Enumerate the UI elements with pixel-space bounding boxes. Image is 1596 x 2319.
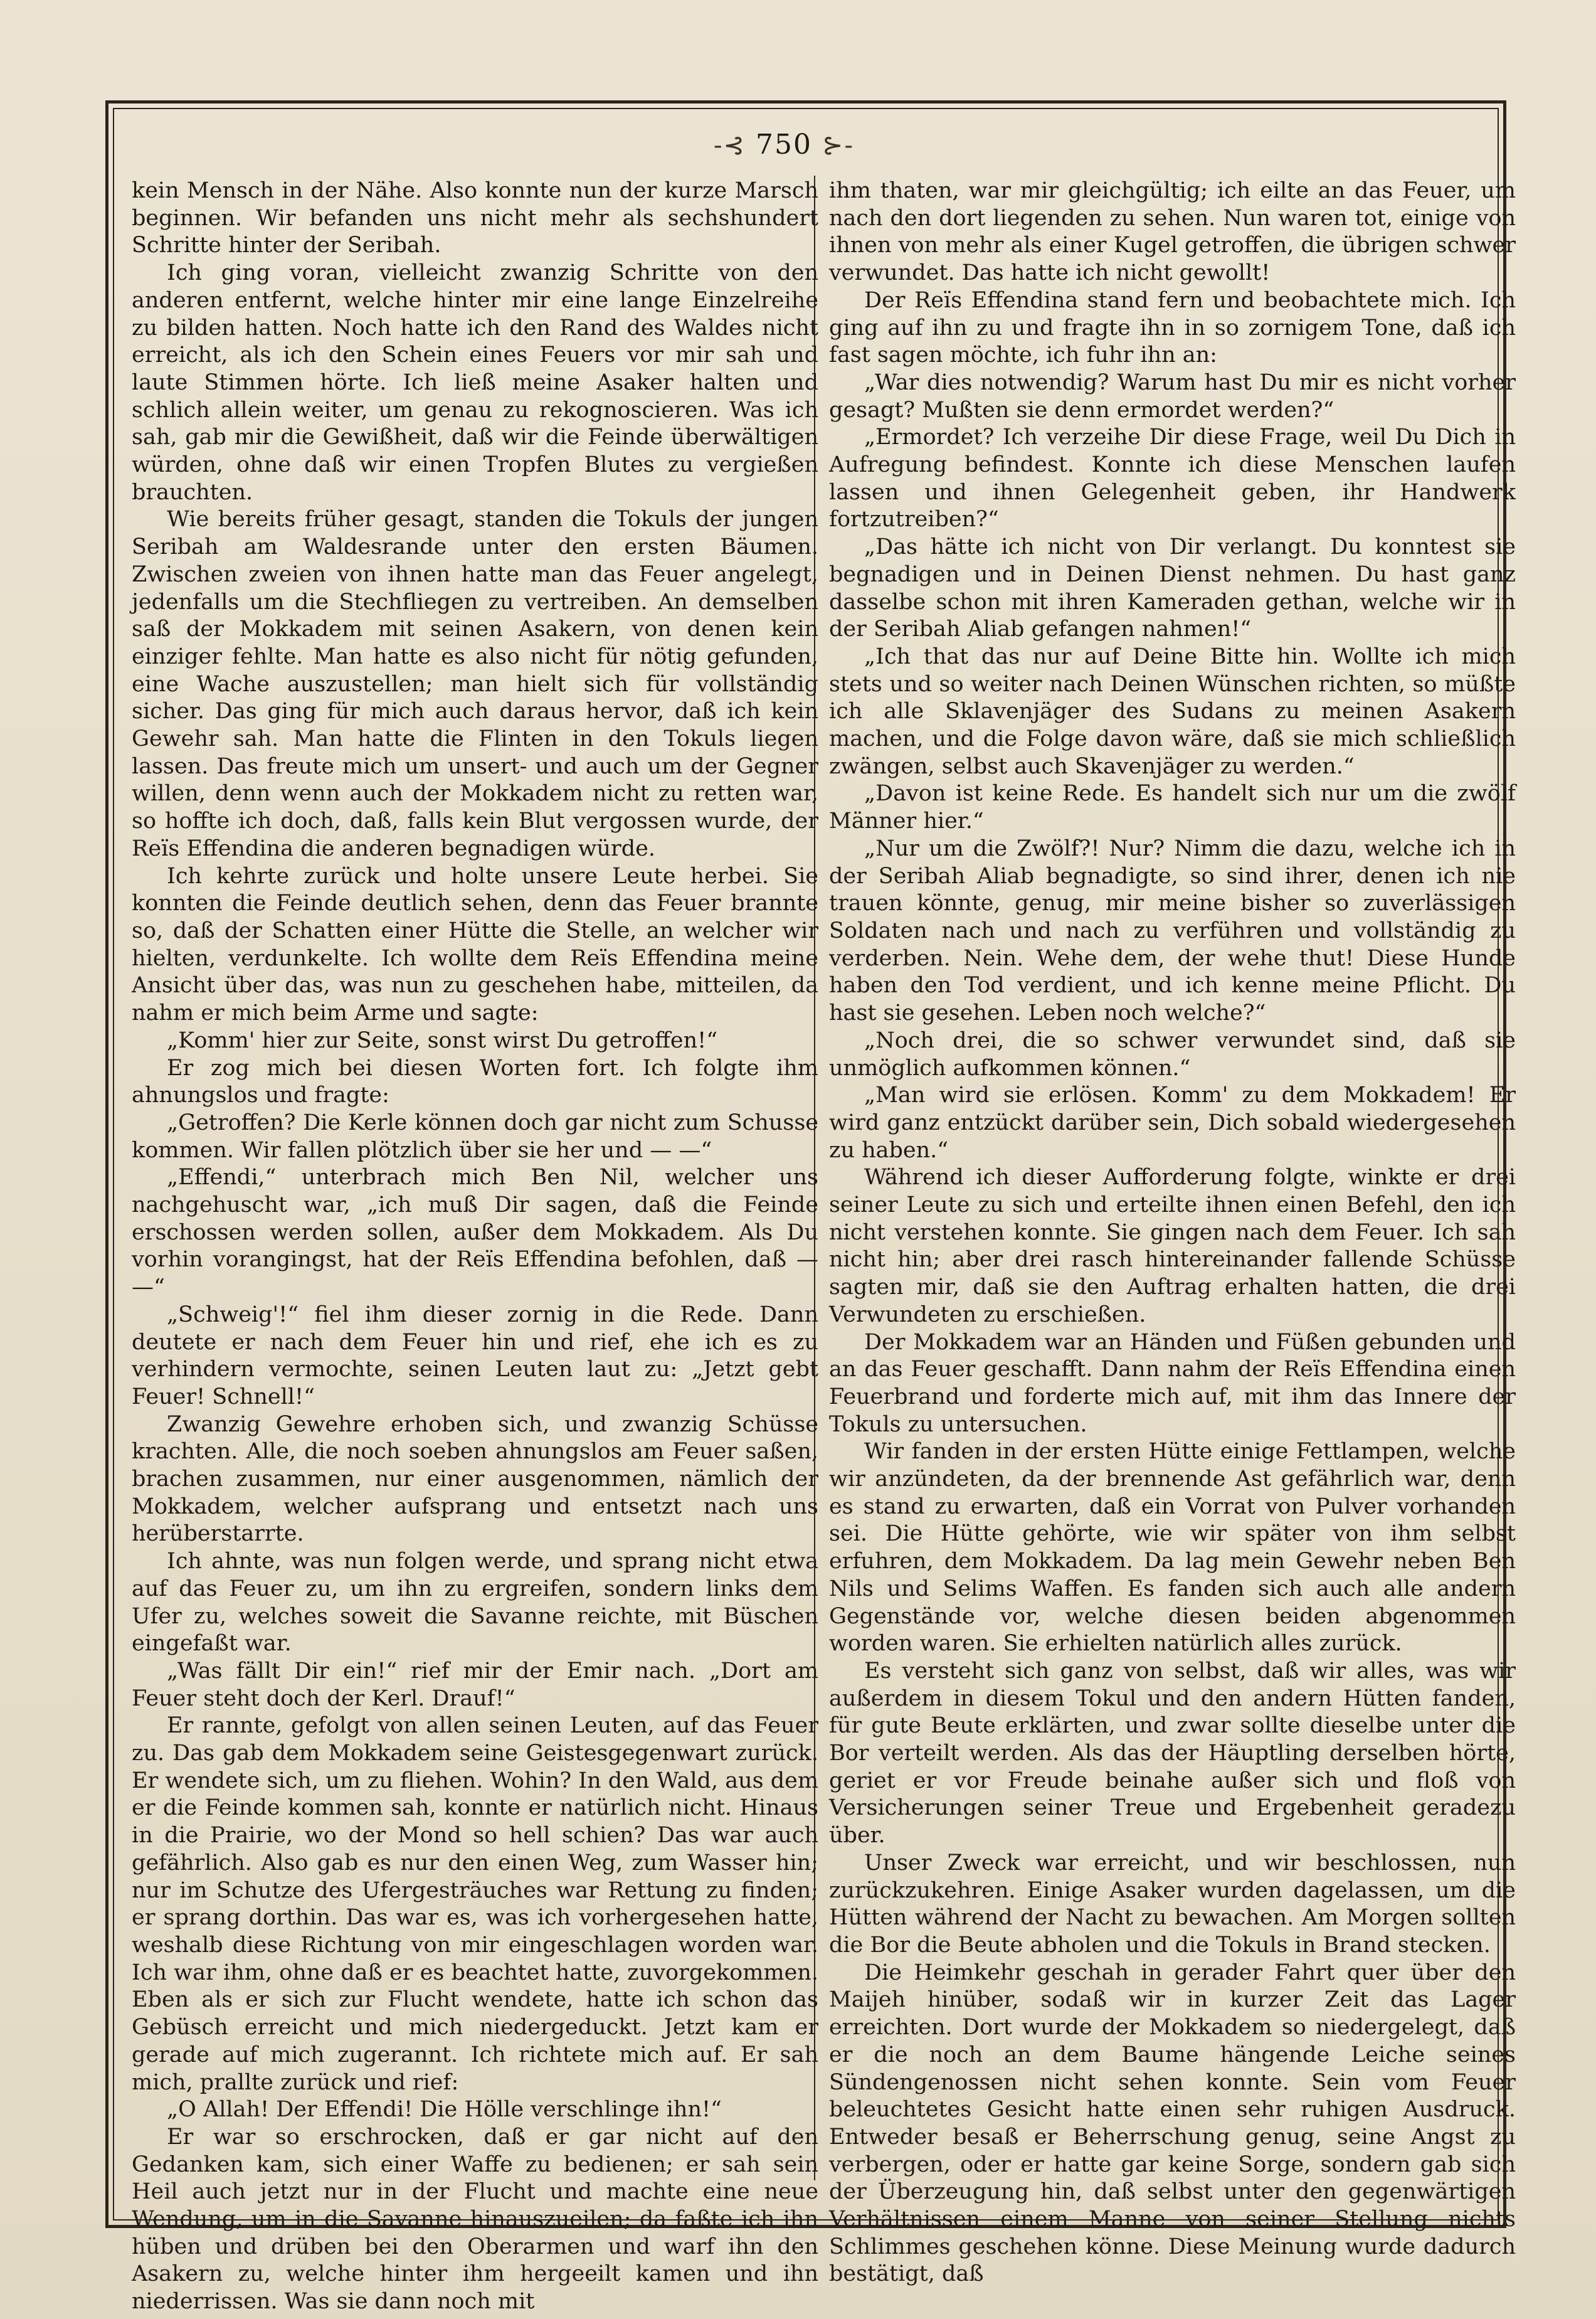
paragraph: Zwanzig Gewehre erhoben sich, und zwanzig Schüsse krachten. Alle, die noch soeben ahnungslos am Feuer saßen, brachen zusammen, nur einer ausgenommen, nämlich der Mokkadem, welcher aufsprang und entsetzt nach uns herüberstarrte. <box>132 1411 818 1547</box>
paragraph: Der Reïs Effendina stand fern und beobachtete mich. Ich ging auf ihn zu und fragte ihn in so zornigem Tone, daß ich fast sagen möchte, ich fuhr ihn an: <box>829 287 1516 368</box>
paragraph: „Ich that das nur auf Deine Bitte hin. Wollte ich mich stets und so weiter nach Deinen Wünschen richten, so müßte ich alle Sklavenjäger des Sudans zu meinen Asakern machen, und die Folge davon wäre, daß sie mich schließlich zwängen, selbst auch Skavenjäger zu werden.“ <box>829 644 1516 779</box>
paragraph: Die Heimkehr geschah in gerader Fahrt quer über den Maijeh hinüber, sodaß wir in kurzer Zeit das Lager erreichten. Dort wurde der Mokkadem so niedergelegt, daß er die noch an dem Baume hängende Leiche seines Sündengenossen nicht sehen konnte. Sein vom Feuer beleuchtetes Gesicht hatte einen sehr ruhigen Ausdruck. Entweder besaß er Beherrschung genug, seine Angst zu verbergen, oder er hatte gar keine Sorge, sondern gab sich der Überzeugung hin, daß selbst unter den gegenwärtigen Verhältnissen einem Manne von seiner Stellung nichts Schlimmes geschehen könne. Diese Meinung wurde dadurch bestätigt, daß <box>829 1960 1516 2287</box>
paragraph: Wir fanden in der ersten Hütte einige Fettlampen, welche wir anzündeten, da der brennende Ast gefährlich war, denn es stand zu erwarten, daß ein Vorrat von Pulver vorhanden sei. Die Hütte gehörte, wie wir später von ihm selbst erfuhren, dem Mokkadem. Da lag mein Gewehr neben Ben Nils und Selims Waffen. Es fanden sich auch alle andern Gegenstände vor, welche diesen beiden abgenommen worden waren. Sie erhielten natürlich alles zurück. <box>829 1439 1516 1657</box>
paragraph: Wie bereits früher gesagt, standen die Tokuls der jungen Seribah am Waldesrande unter den ersten Bäumen. Zwischen zweien von ihnen hatte man das Feuer angelegt, jedenfalls um die Stechfliegen zu vertreiben. An demselben saß der Mokkadem mit seinen Asakern, von denen kein einziger fehlte. Man hatte es also nicht für nötig gefunden, eine Wache auszustellen; man hielt sich für vollständig sicher. Das ging für mich auch daraus hervor, daß ich kein Gewehr sah. Man hatte die Flinten in den Tokuls liegen lassen. Das freute mich um unsert- und auch um der Gegner willen, denn wenn auch der Mokkadem nicht zu retten war, so hoffte ich doch, daß, falls kein Blut vergossen wurde, der Reïs Effendina die anderen begnadigen würde. <box>132 507 818 861</box>
paragraph: „Man wird sie erlösen. Komm' zu dem Mokkadem! Er wird ganz entzückt darüber sein, Dich sobald wiedergesehen zu haben.“ <box>829 1083 1516 1163</box>
paragraph: ihm thaten, war mir gleichgültig; ich eilte an das Feuer, um nach den dort liegenden zu sehen. Nun waren tot, einige von ihnen von mehr als einer Kugel getroffen, die übrigen schwer verwundet. Das hatte ich nicht gewollt! <box>829 178 1516 286</box>
ornament-right-icon: ⊱- <box>822 131 855 160</box>
paragraph: „Getroffen? Die Kerle können doch gar nicht zum Schusse kommen. Wir fallen plötzlich über sie her und — —“ <box>132 1110 818 1163</box>
paragraph: Er zog mich bei diesen Worten fort. Ich folgte ihm ahnungslos und fragte: <box>132 1055 818 1108</box>
paragraph: Er war so erschrocken, daß er gar nicht auf den Gedanken kam, sich einer Waffe zu bedienen; er sah sein Heil auch jetzt nur in der Flucht und machte eine neue Wendung, um in die Savanne hinauszueilen; da faßte ich ihn hüben und drüben bei den Oberarmen und warf ihn den Asakern zu, welche hinter ihm hergeeilt kamen und ihn niederrissen. Was sie dann noch mit <box>132 2124 818 2315</box>
page-header <box>671 123 897 167</box>
paragraph: „War dies notwendig? Warum hast Du mir es nicht vorher gesagt? Mußten sie denn ermordet werden?“ <box>829 369 1516 423</box>
paragraph: „Ermordet? Ich verzeihe Dir diese Frage, weil Du Dich in Aufregung befindest. Konnte ich diese Menschen laufen lassen und ihnen Gelegenheit geben, ihr Handwerk fortzutreiben?“ <box>829 425 1516 533</box>
ornament-left-icon: -⊰ <box>713 131 746 160</box>
paragraph: Während ich dieser Aufforderung folgte, winkte er drei seiner Leute zu sich und erteilte ihnen einen Befehl, den ich nicht verstehen konnte. Sie gingen nach dem Feuer. Ich sah nicht hin; aber drei rasch hintereinander fallende Schüsse sagten mir, daß sie den Auftrag erhalten hatten, die drei Verwundeten zu erschießen. <box>829 1165 1516 1327</box>
paragraph: „Schweig'!“ fiel ihm dieser zornig in die Rede. Dann deutete er nach dem Feuer hin und rief, ehe ich es zu verhindern vermochte, seinen Leuten laut zu: „Jetzt gebt Feuer! Schnell!“ <box>132 1302 818 1409</box>
paragraph: Ich ging voran, vielleicht zwanzig Schritte von den anderen entfernt, welche hinter mir eine lange Einzelreihe zu bilden hatten. Noch hatte ich den Rand des Waldes nicht erreicht, als ich den Schein eines Feuers vor mir sah und laute Stimmen hörte. Ich ließ meine Asaker halten und schlich allein weiter, um genau zu rekognoscieren. Was ich sah, gab mir die Gewißheit, daß wir die Feinde überwältigen würden, ohne daß wir einen Tropfen Blutes zu vergießen brauchten. <box>132 260 818 505</box>
page-number: 750 <box>756 129 812 161</box>
paragraph: „Das hätte ich nicht von Dir verlangt. Du konntest sie begnadigen und in Deinen Dienst nehmen. Du hast ganz dasselbe schon mit ihren Kameraden gethan, welche wir in der Seribah Aliab gefangen nahmen!“ <box>829 534 1516 642</box>
paragraph: Es versteht sich ganz von selbst, daß wir alles, was wir außerdem in diesem Tokul und den andern Hütten fanden, für gute Beute erklärten, und zwar sollte dieselbe unter die Bor verteilt werden. Als das der Häuptling derselben hörte, geriet er vor Freude beinahe außer sich und floß von Versicherungen seiner Treue und Ergebenheit geradezu über. <box>829 1658 1516 1849</box>
paragraph: „Komm' hier zur Seite, sonst wirst Du getroffen!“ <box>167 1027 718 1053</box>
paragraph: Ich ahnte, was nun folgen werde, und sprang nicht etwa auf das Feuer zu, um ihn zu ergreifen, sondern links dem Ufer zu, welches soweit die Savanne reichte, mit Büschen eingefaßt war. <box>132 1549 818 1657</box>
paragraph: „Noch drei, die so schwer verwundet sind, daß sie unmöglich aufkommen können.“ <box>829 1027 1516 1081</box>
paragraph: „O Allah! Der Effendi! Die Hölle verschlinge ihn!“ <box>167 2097 722 2123</box>
paragraph: „Effendi,“ unterbrach mich Ben Nil, welcher uns nachgehuscht war, „ich muß Dir sagen, daß die Feinde erschossen werden sollen, außer dem Mokkadem. Als Du vorhin vorangingst, hat der Reïs Effendina befohlen, daß — —“ <box>132 1165 818 1300</box>
paragraph: Unser Zweck war erreicht, und wir beschlossen, nun zurückzukehren. Einige Asaker wurden dagelassen, um die Hütten während der Nacht zu bewachen. Am Morgen sollten die Bor die Beute abholen und die Tokuls in Brand stecken. <box>829 1850 1516 1958</box>
paragraph: Er rannte, gefolgt von allen seinen Leuten, auf das Feuer zu. Das gab dem Mokkadem seine Geistesgegenwart zurück. Er wendete sich, um zu fliehen. Wohin? In den Wald, aus dem er die Feinde kommen sah, konnte er natürlich nicht. Hinaus in die Prairie, wo der Mond so hell schien? Das war auch gefährlich. Also gab es nur den einen Weg, zum Wasser hin; nur im Schutze des Ufergesträuches war Rettung zu finden; er sprang dorthin. Das war es, was ich vorhergesehen hatte, weshalb diese Richtung von mir eingeschlagen worden war. Ich war ihm, ohne daß er es beachtet hatte, zuvorgekommen. Eben als er sich zur Flucht wendete, hatte ich schon das Gebüsch erreicht und mich niedergeduckt. Jetzt kam er gerade auf mich zugerannt. Ich richtete mich auf. Er sah mich, prallte zurück und rief: <box>132 1713 819 2095</box>
paragraph: Ich kehrte zurück und holte unsere Leute herbei. Sie konnten die Feinde deutlich sehen, denn das Feuer brannte so, daß der Schatten einer Hütte die Stelle, an welcher wir hielten, verdunkelte. Ich wollte dem Reïs Effendina meine Ansicht über das, was nun zu geschehen habe, mitteilen, da nahm er mich beim Arme und sagte: <box>132 863 818 1026</box>
paragraph: „Nur um die Zwölf?! Nur? Nimm die dazu, welche ich in der Seribah Aliab begnadigte, so sind ihrer, denen ich nie trauen könnte, genug, mir meine bisher so zuverlässigen Soldaten nach und nach zu verführen und vollständig zu verderben. Nein. Wehe dem, der wehe thut! Diese Hunde haben den Tod verdient, und ich kenne meine Pflicht. Du hast sie gesehen. Leben noch welche?“ <box>829 836 1516 1026</box>
paragraph: „Was fällt Dir ein!“ rief mir der Emir nach. „Dort am Feuer steht doch der Kerl. Drauf!“ <box>132 1658 818 1711</box>
paragraph: Der Mokkadem war an Händen und Füßen gebunden und an das Feuer geschafft. Dann nahm der Reïs Effendina einen Feuerbrand und forderte mich auf, mit ihm das Innere der Tokuls zu untersuchen. <box>829 1329 1516 1437</box>
paragraph: kein Mensch in der Nähe. Also konnte nun der kurze Marsch beginnen. Wir befanden uns nicht mehr als sechshundert Schritte hinter der Seribah. <box>132 178 818 258</box>
right-column <box>829 178 1516 2288</box>
paragraph: „Davon ist keine Rede. Es handelt sich nur um die zwölf Männer hier.“ <box>829 781 1516 834</box>
left-column <box>132 178 818 2316</box>
